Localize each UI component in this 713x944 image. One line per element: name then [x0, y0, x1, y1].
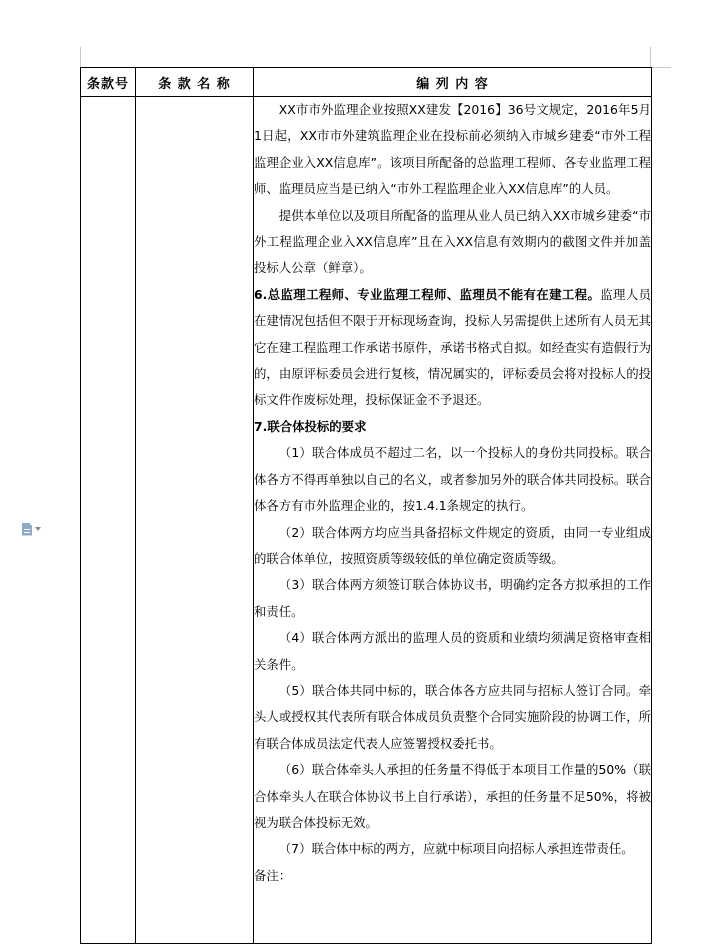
- top-right-corner-mark-h: [651, 67, 671, 68]
- paragraph-text: （5）联合体共同中标的，联合体各方应共同与招标人签订合同。牵头人或授权其代表所有联合体成员负责整个合同实施阶段的协调工作，所有联合体成员法定代表人应签署授权委托书。: [254, 682, 651, 751]
- clause-table: [80, 67, 652, 944]
- top-left-corner-mark-v: [80, 47, 81, 67]
- content-body: [254, 97, 651, 889]
- paragraph-text: XX市市外监理企业按照XX建发【2016】36号文规定，2016年5月1日起，XX市市外建筑监理企业在投标前必须纳入市城乡建委“市外工程监理企业入XX信息库”。该项目所配备的总监理工程师、各专业监理工程师、监理员应当是已纳入“市外工程监理企业入XX信息库”的人员。: [254, 102, 651, 197]
- paragraph-text: （1）联合体成员不超过二名，以一个投标人的身份共同投标。联合体各方不得再单独以自己的名义，或者参加另外的联合体共同投标。联合体各方有市外监理企业的，按1.4.1条规定的执行。: [254, 445, 651, 514]
- header-clause-no: 条款号: [81, 68, 136, 97]
- paragraph-heading: 7.联合体投标的要求: [254, 418, 367, 434]
- content-paragraph: [254, 863, 651, 889]
- paragraph-text: （7）联合体中标的两方，应就中标项目向招标人承担连带责任。: [278, 841, 634, 857]
- content-paragraph: [254, 836, 651, 862]
- paragraph-text: （2）联合体两方均应当具备招标文件规定的资质，由同一专业组成的联合体单位，按照资质等级较低的单位确定资质等级。: [254, 524, 651, 566]
- paragraph-text: 监理人员在建情况包括但不限于开标现场查询，投标人另需提供上述所有人员无其它在建工程监理工作承诺书原件，承诺书格式自拟。如经查实有造假行为的，由原评标委员会进行复核，情况属实的，评标委员会将对投标人的投标文件作废标处理，投标保证金不予退还。: [254, 286, 651, 408]
- content-paragraph: [254, 572, 651, 625]
- paragraph-text: （3）联合体两方须签订联合体协议书，明确约定各方拟承担的工作和责任。: [254, 577, 651, 619]
- content-paragraph: [254, 520, 651, 573]
- content-cell: [254, 97, 652, 944]
- document-options-button[interactable]: [22, 521, 48, 537]
- paragraph-heading: 6.总监理工程师、专业监理工程师、监理员不能有在建工程。: [254, 286, 601, 302]
- paragraph-text: （4）联合体两方派出的监理人员的资质和业绩均须满足资格审查相关条件。: [254, 630, 651, 672]
- clause-name-cell: [136, 97, 254, 944]
- content-paragraph: [254, 414, 651, 440]
- top-right-corner-mark-v: [650, 47, 651, 67]
- table-row: [81, 97, 652, 944]
- clause-no-cell: [81, 97, 136, 944]
- content-paragraph: [254, 282, 651, 414]
- caret-down-icon: [35, 527, 41, 531]
- paragraph-text: 备注：: [254, 867, 292, 883]
- header-clause-name: 条 款 名 称: [136, 68, 254, 97]
- paragraph-text: （6）联合体牵头人承担的任务量不得低于本项目工作量的50%（联合体牵头人在联合体协议书上自行承诺），承担的任务量不足50%，将被视为联合体投标无效。: [254, 762, 651, 830]
- content-paragraph: [254, 678, 651, 757]
- table-header-row: [81, 68, 652, 97]
- content-paragraph: [254, 97, 651, 203]
- document-icon: [22, 523, 32, 536]
- paragraph-text: 提供本单位以及项目所配备的监理从业人员已纳入XX市城乡建委“市外工程监理企业入XX信息库”且在入XX信息有效期内的截图文件并加盖投标人公章（鲜章）。: [254, 207, 651, 276]
- content-paragraph: [254, 440, 651, 519]
- content-paragraph: [254, 757, 651, 836]
- content-paragraph: [254, 203, 651, 282]
- content-paragraph: [254, 625, 651, 678]
- header-content: 编 列 内 容: [254, 68, 652, 97]
